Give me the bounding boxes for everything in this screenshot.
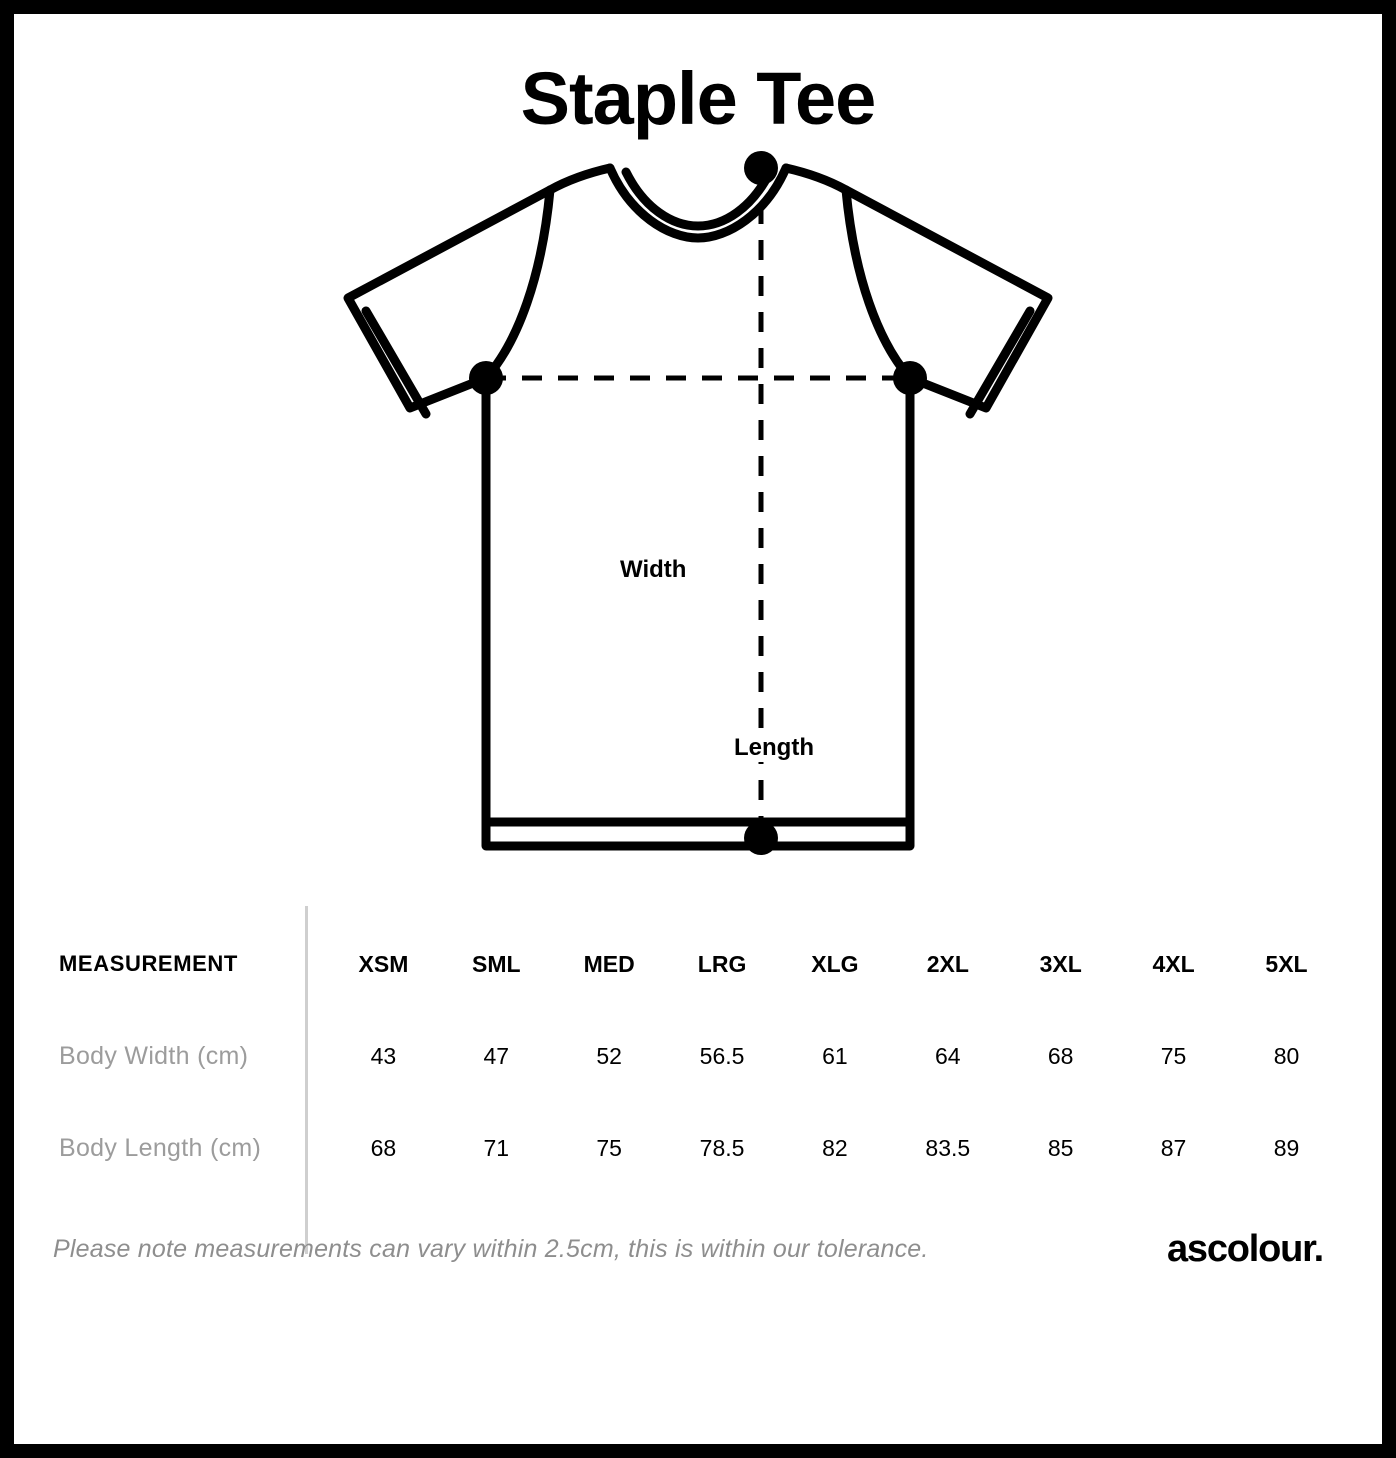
cell-body-width-med: 52 <box>596 1042 622 1069</box>
measurement-table-zone <box>53 906 1343 1194</box>
cell-body-width-3xl: 68 <box>1047 1042 1074 1069</box>
tshirt-illustration <box>338 146 1058 886</box>
cell-body-length-sml: 71 <box>483 1134 510 1161</box>
cell-body-length-med: 75 <box>596 1134 622 1161</box>
footer <box>53 1228 1343 1271</box>
cell-body-width-xlg: 61 <box>822 1042 848 1069</box>
header-size-4xl: 4XL <box>1152 950 1195 977</box>
cell-body-length-2xl: 83.5 <box>925 1134 971 1161</box>
cell-body-width-sml: 47 <box>483 1042 510 1069</box>
cell-body-length-5xl: 89 <box>1273 1134 1300 1161</box>
cell-body-width-xsm: 43 <box>370 1042 397 1069</box>
cell-body-width-5xl: 80 <box>1273 1042 1300 1069</box>
header-size-2xl: 2XL <box>926 950 969 977</box>
cell-body-length-xlg: 82 <box>822 1134 848 1161</box>
header-size-5xl: 5XL <box>1265 950 1308 977</box>
row-label-body-width: Body Width (cm) <box>59 1041 249 1070</box>
table-header-row <box>53 918 1343 1010</box>
cell-body-width-lrg: 56.5 <box>699 1042 745 1069</box>
cell-body-length-4xl: 87 <box>1160 1134 1187 1161</box>
header-size-3xl: 3XL <box>1039 950 1082 977</box>
header-measurement: MEASUREMENT <box>59 951 238 976</box>
measurement-table <box>53 918 1343 1194</box>
cell-body-width-4xl: 75 <box>1160 1042 1187 1069</box>
cell-body-length-3xl: 85 <box>1047 1134 1074 1161</box>
header-size-xlg: XLG <box>811 950 859 977</box>
garment-diagram <box>14 146 1382 906</box>
cell-body-length-xsm: 68 <box>370 1134 397 1161</box>
brand-logo: ascolour. <box>1166 1228 1323 1270</box>
length-label: Length <box>726 734 822 762</box>
table-row <box>53 1102 1343 1194</box>
header-size-med: MED <box>583 950 635 977</box>
header-size-xsm: XSM <box>358 950 409 977</box>
header-size-lrg: LRG <box>697 950 747 977</box>
tolerance-note: Please note measurements can vary within 2.5cm, this is within our tolerance. <box>53 1235 929 1263</box>
header-size-sml: SML <box>472 950 521 977</box>
width-label: Width <box>612 556 694 584</box>
cell-body-length-lrg: 78.5 <box>699 1134 745 1161</box>
row-label-body-length: Body Length (cm) <box>59 1133 262 1162</box>
cell-body-width-2xl: 64 <box>935 1042 961 1069</box>
page-title: Staple Tee <box>520 57 876 140</box>
table-row <box>53 1010 1343 1102</box>
table-divider <box>305 906 308 1254</box>
